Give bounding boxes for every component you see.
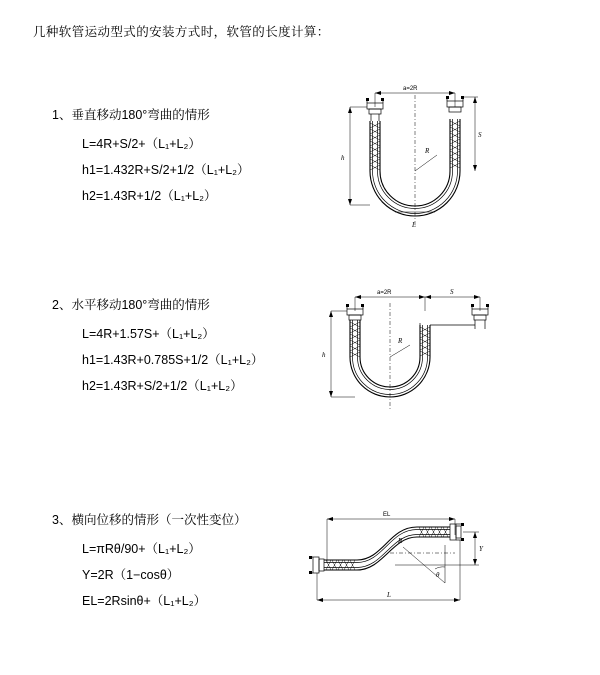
svg-text:S: S bbox=[450, 288, 454, 296]
formula: Y=2R（1−cosθ） bbox=[82, 568, 180, 582]
section-3-title: 3、横向位移的情形（一次性变位） bbox=[52, 513, 247, 527]
section-2-formulas bbox=[82, 321, 263, 399]
section-1-title: 1、垂直移动180°弯曲的情形 bbox=[52, 108, 210, 122]
svg-text:R: R bbox=[398, 537, 403, 545]
svg-text:Y: Y bbox=[479, 545, 483, 553]
section-2-title: 2、水平移动180°弯曲的情形 bbox=[52, 298, 210, 312]
svg-text:a=2R: a=2R bbox=[377, 290, 392, 296]
diagram-horizontal-180 bbox=[315, 285, 515, 430]
svg-text:L: L bbox=[412, 221, 416, 229]
formula: h2=1.43R+S/2+1/2（L₁+L₂） bbox=[82, 379, 243, 393]
svg-text:a=2R: a=2R bbox=[403, 86, 418, 92]
svg-text:h: h bbox=[322, 351, 326, 359]
formula: h1=1.43R+0.785S+1/2（L₁+L₂） bbox=[82, 353, 264, 367]
svg-text:L: L bbox=[387, 591, 391, 599]
page-title: 几种软管运动型式的安装方式时，软管的长度计算： bbox=[33, 25, 330, 39]
formula: L=πRθ/90+（L₁+L₂） bbox=[82, 542, 201, 556]
svg-text:R: R bbox=[425, 147, 430, 155]
svg-text:θ: θ bbox=[436, 571, 440, 579]
svg-text:S: S bbox=[478, 131, 482, 139]
formula: EL=2Rsinθ+（L₁+L₂） bbox=[82, 594, 207, 608]
formula: L=4R+1.57S+（L₁+L₂） bbox=[82, 327, 215, 341]
formula: L=4R+S/2+（L₁+L₂） bbox=[82, 137, 201, 151]
svg-text:EL: EL bbox=[383, 512, 391, 518]
section-1-formulas bbox=[82, 131, 250, 209]
section-3-formulas bbox=[82, 536, 206, 614]
formula: h2=1.43R+1/2（L₁+L₂） bbox=[82, 189, 217, 203]
diagram-lateral-offset bbox=[295, 505, 495, 630]
svg-text:h: h bbox=[341, 154, 345, 162]
diagram-vertical-180 bbox=[315, 75, 495, 260]
formula: h1=1.432R+S/2+1/2（L₁+L₂） bbox=[82, 163, 250, 177]
svg-text:R: R bbox=[398, 337, 403, 345]
